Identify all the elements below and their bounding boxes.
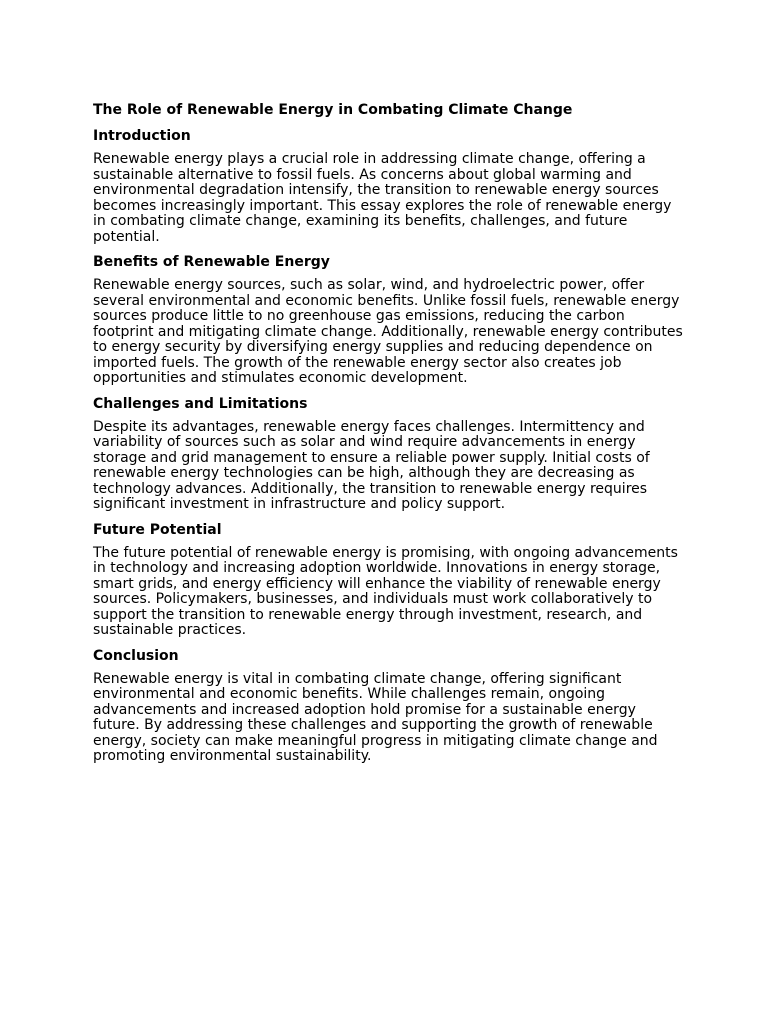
section-paragraph: Despite its advantages, renewable energy faces challenges. Intermittency and variability of sources such as solar and wind require advancements in energy storage and grid management to ensure a reliable power supply. Initial costs of renewable energy technologies can be high, although they are decreasing as technology advances. Additionally, the transition to renewable energy requires significant investment in infrastructure and policy support. (93, 418, 650, 512)
section-paragraph: Renewable energy plays a crucial role in addressing climate change, offering a sustainable alternative to fossil fuels. As concerns about global warming and environmental degradation intensify, the transition to renewable energy sources becomes increasingly important. This essay explores the role of renewable energy in combating climate change, examining its benefits, challenges, and future potential. (93, 151, 672, 245)
section-benefits (93, 253, 683, 387)
section-future-potential (93, 521, 683, 639)
section-introduction (93, 127, 683, 245)
document-title: The Role of Renewable Energy in Combating Climate Change (93, 102, 573, 118)
section-heading: Challenges and Limitations (93, 395, 308, 412)
section-conclusion (93, 647, 683, 765)
section-heading: Introduction (93, 128, 191, 144)
section-paragraph: Renewable energy sources, such as solar, wind, and hydroelectric power, offer several environmental and economic benefits. Unlike fossil fuels, renewable energy sources produce little to no greenhouse gas emissions, reducing the carbon footprint and mitigating climate change. Additionally, renewable energy contributes to energy security by diversifying energy supplies and reducing dependence on imported fuels. The growth of the renewable energy sector also creates job opportunities and stimulates economic development. (93, 277, 683, 386)
section-paragraph: The future potential of renewable energy is promising, with ongoing advancements in technology and increasing adoption worldwide. Innovations in energy storage, smart grids, and energy efficiency will enhance the viability of renewable energy sources. Policymakers, businesses, and individuals must work collaboratively to support the transition to renewable energy through investment, research, and sustainable practices. (93, 544, 678, 638)
document-page (93, 101, 683, 773)
section-heading: Conclusion (93, 647, 179, 664)
section-heading: Future Potential (93, 521, 222, 538)
section-heading: Benefits of Renewable Energy (93, 254, 330, 270)
section-paragraph: Renewable energy is vital in combating climate change, offering significant environmental and economic benefits. While challenges remain, ongoing advancements and increased adoption hold promise for a sustainable energy future. By addressing these challenges and supporting the growth of renewable energy, society can make meaningful progress in mitigating climate change and promoting environmental sustainability. (93, 670, 658, 764)
section-challenges (93, 395, 683, 513)
